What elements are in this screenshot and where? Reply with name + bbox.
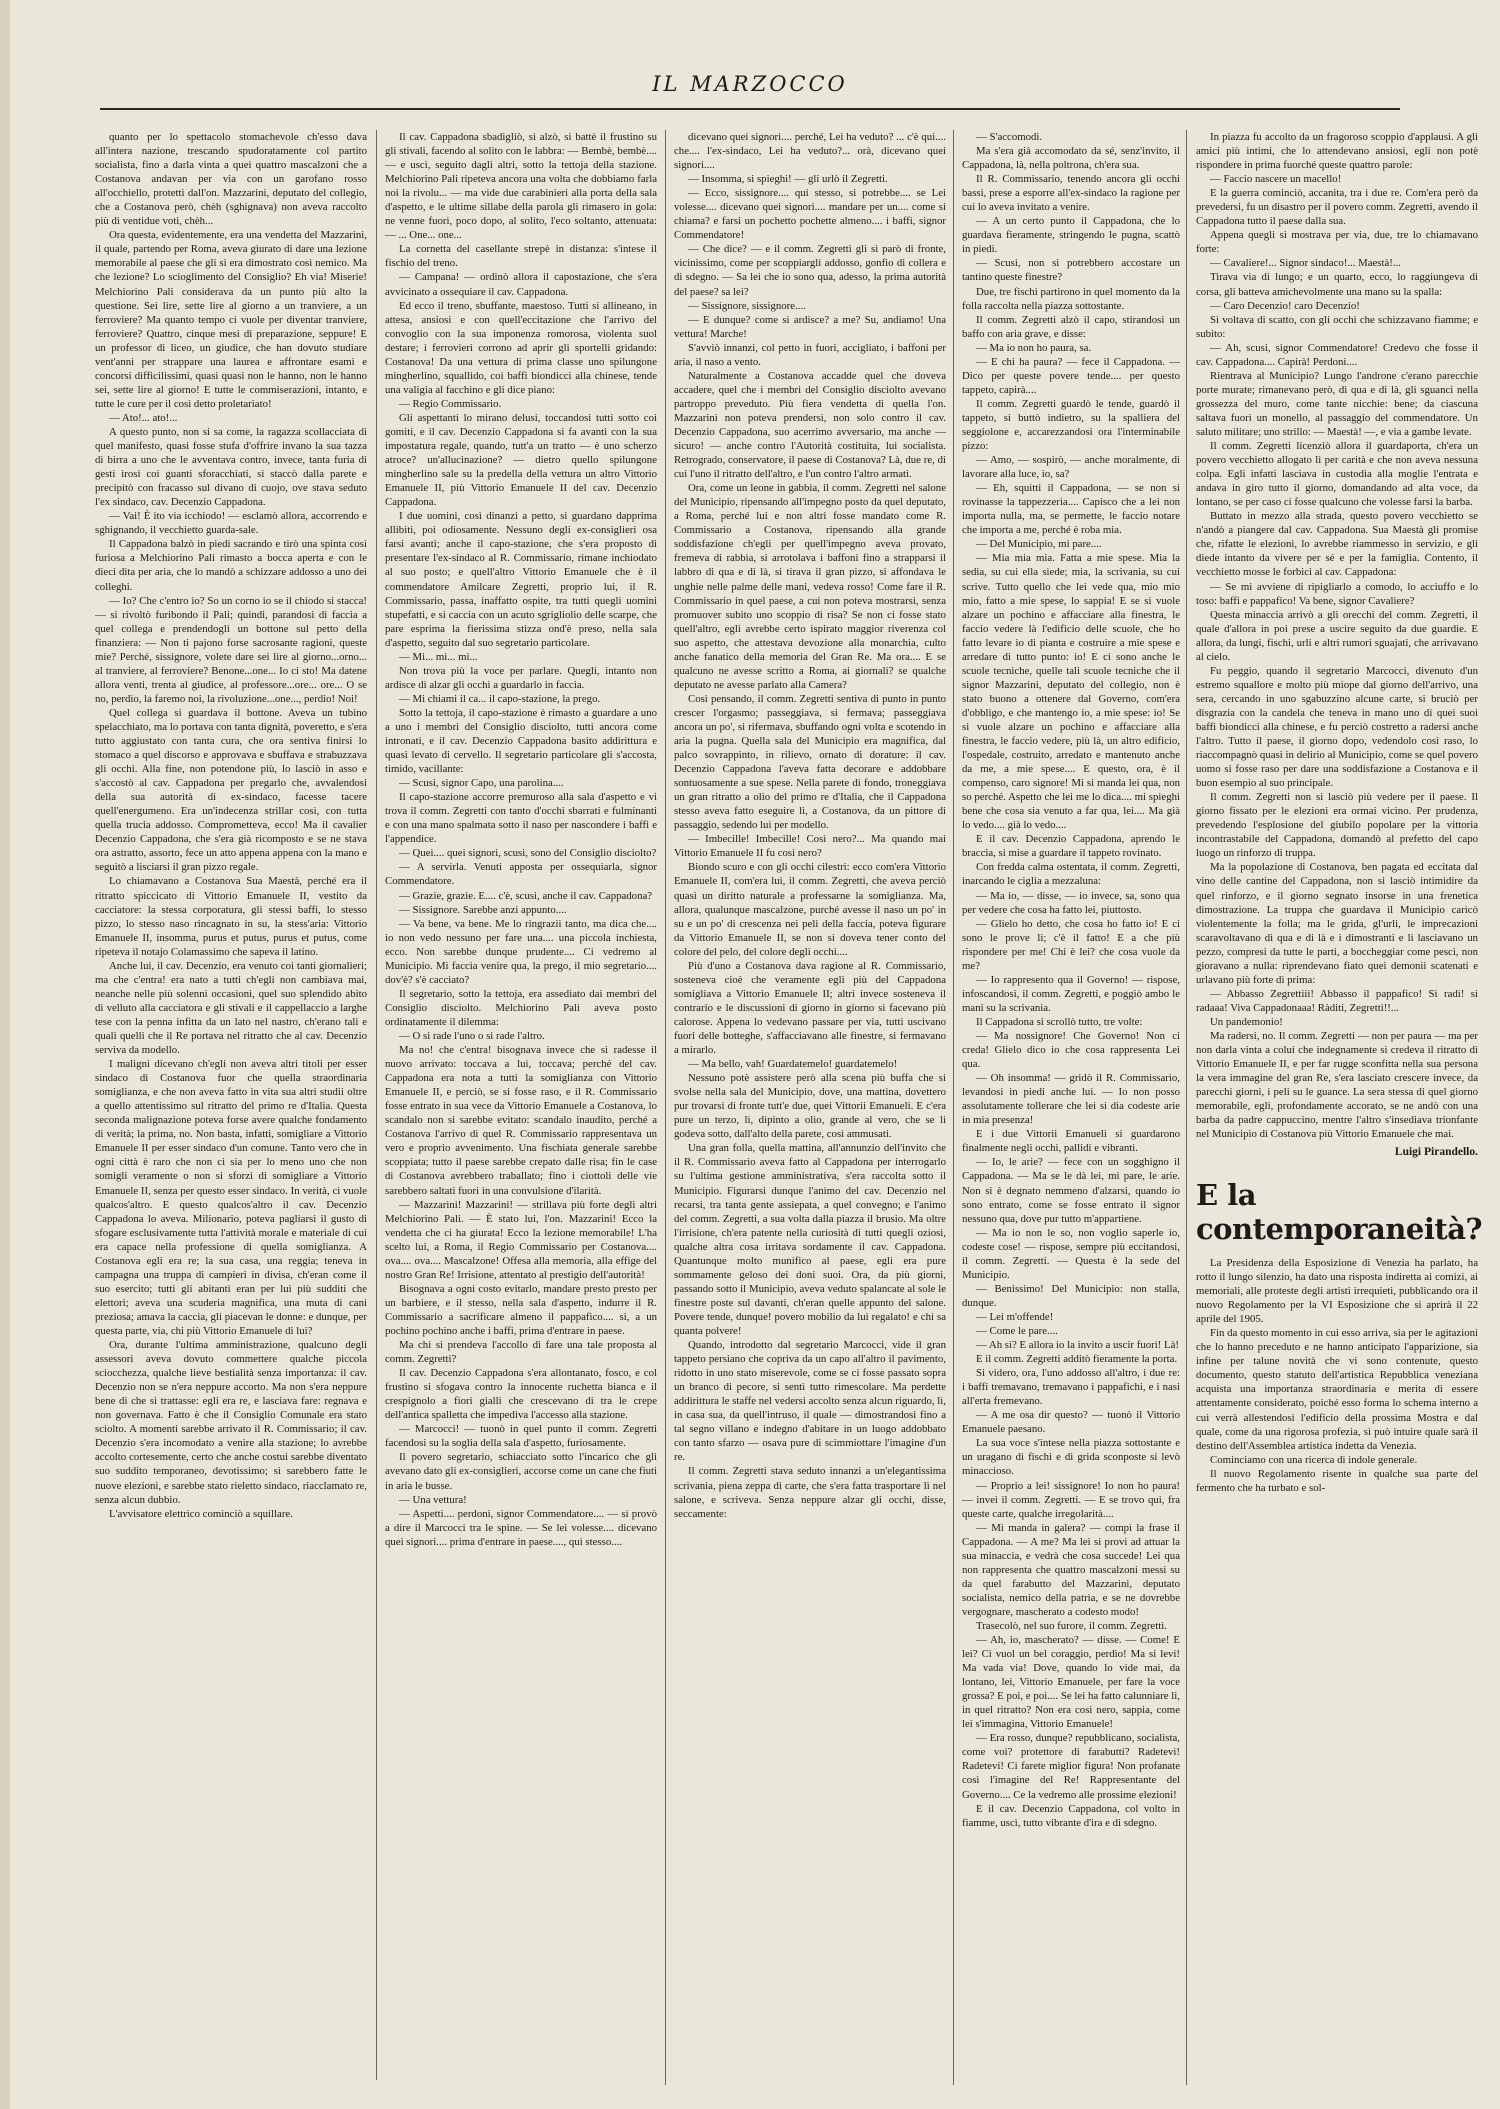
paragraph: — Io, le arie? — fece con un sogghigno il Cappadona. — Ma se le dà lei, mi pare, le arie. Non si è degnato nemmeno d'alzarsi, quando io sono entrato, come se fosse entrato il signor nessuno qua, dove pur tutto m'appartiene. (962, 1156, 1180, 1225)
paragraph: E il cav. Decenzio Cappadona, aprendo le braccia, si mise a guardare il tappeto rovinato. (962, 833, 1180, 860)
paragraph: Fu peggio, quando il segretario Marcocci, divenuto d'un estremo squallore e molto più miope dal giorno dell'arrivo, una sera, cercando in uno sgabuzzino alcune carte, si bruciò per disgrazia con la candela che teneva in mano uno di quei suoi baffi biondicci alla chinese, e fu perciò costretto a radersi anche l'altro. Tutto il paese, il giorno dopo, vedendolo così raso, lo riaccompagnò quasi in delirio al Municipio, come se quel povero uomo si fosse raso per dare una soddisfazione a Costanova e il buon esempio al suo principale. (1196, 664, 1478, 790)
paragraph: — S'accomodi. (976, 131, 1043, 143)
paragraph: Il comm. Zegretti non si lasciò più vedere per il paese. Il giorno fissato per le elezioni era ormai vicino. Per prudenza, prevedendo l'esplosione del giubilo popolare per la vittoria incontrastabile del Cappadona, domandò al prefetto del capo luogo un rinforzo di truppa. (1196, 791, 1478, 860)
paragraph: — Scusi, non si potrebbero accostare un tantino queste finestre? (962, 257, 1180, 284)
paragraph: — A un certo punto il Cappadona, che lo guardava fieramente, stringendo le pugna, scattò in piedi. (962, 215, 1180, 256)
paragraph: Con fredda calma ostentata, il comm. Zegretti, inarcando le ciglia a mezzaluna: (962, 861, 1180, 888)
paragraph: — Se mi avviene di ripigliarlo a comodo, lo acciuffo e lo toso: baffi e pappafico! Va bene, signor Cavaliere? (1196, 580, 1478, 607)
article-column-4 (962, 130, 1180, 1930)
article-contemporaneita (1196, 1178, 1483, 1495)
paragraph: — Grazie, grazie. E.... c'è, scusi, anche il cav. Cappadona? (399, 889, 653, 902)
paragraph: Due, tre fischi partirono in quel momento da la folla raccolta nella piazza sottostante. (962, 285, 1180, 312)
paragraph: Rientrava al Municipio? Lungo l'androne c'erano parecchie porte murate; rimanevano però, di qua e di là, gli sguanci nella grossezza del muro, come tante nicchie: bene; da ciascuna saltava fuori un monello, al passaggio del commendatore. Un saluto militare; uno strillo: — Maestà! —, e via a gambe levate. (1196, 369, 1478, 438)
paragraph: — Campana! — ordinò allora il capostazione, che s'era avvicinato a ossequiare il cav. Cappadona. (385, 271, 657, 298)
paragraph: La Presidenza della Esposizione di Venezia ha parlato, ha rotto il lungo silenzio, ha dato una risposta indiretta ai comizi, ai memoriali, alle proteste degli artisti irrequieti, pubblicando ora il nuovo Regolamento per la VI Esposizione che si aprirà il 22 aprile del 1905. (1196, 1257, 1478, 1326)
paragraph: Quando, introdotto dal segretario Marcocci, vide il gran tappeto persiano che copriva da un capo all'altro il pavimento, ridotto in uno stato miserevole, come se ci fosse passato sopra un branco di pecore, si sentì tutto rimescolare. Ma perdette addirittura le staffe nel vedersi accolto senza alcun riguardo, lì, in casa sua, da quell'intruso, il quale — dimostrandosi fino a tal segno villano e indegno d'abitare in un luogo addobbato con tanto sfarzo — osava pure di scimmiottare l'imagine d'un re. (674, 1339, 946, 1464)
paragraph: Il nuovo Regolamento risente in qualche sua parte del fermento che ha turbato e sol- (1196, 1467, 1478, 1494)
paragraph: — Sissignore. Sarebbe anzi appunto.... (399, 903, 567, 916)
paragraph: E i due Vittorii Emanueli si guardarono finalmente negli occhi, pallidi e vibranti. (962, 1128, 1180, 1155)
column-divider (376, 130, 377, 2080)
paragraph: Si voltava di scatto, con gli occhi che schizzavano fiamme; e subito: (1196, 313, 1478, 340)
article-column-2 (385, 130, 657, 2090)
paragraph: Biondo scuro e con gli occhi cilestri: ecco com'era Vittorio Emanuele II, com'era lui, il comm. Zegretti, che aveva perciò quasi un diritto naturale a professarne la somiglianza. Ma, allora, qualunque mascalzone, purché avesse il naso un po' in su e un po' di crescenza nei peli della faccia, poteva figurare da Vittorio Emanuele II, se non si doveva tener conto del colore del pelo, del colore degli occhi.... (674, 861, 946, 958)
paragraph: — Che dice? — e il comm. Zegretti gli si parò di fronte, vicinissimo, come per scoppiargli addosso, gonfio di collera e di sdegno. — Sa lei che io sono qua, adesso, la prima autorità del paese? sa lei? (674, 243, 946, 298)
paragraph: — A me osa dir questo? — tuonò il Vittorio Emanuele paesano. (962, 1409, 1180, 1436)
paragraph: — Era rosso, dunque? repubblicano, socialista, come voi? protettore di farabutti? Radetevi! Radetevi! Ci farete miglior figura! Non profanate così l'imagine del Re! Rappresentante del Governo.... Ce la vedremo alle prossime elezioni! (962, 1732, 1180, 1801)
paragraph: — Quei.... quei signori, scusi, sono del Consiglio disciolto? (399, 847, 657, 860)
paragraph: E il cav. Decenzio Cappadona, col volto in fiamme, uscì, tutto vibrante d'ira e di sdegno. (962, 1802, 1180, 1829)
paragraph: Ma chi si prendeva l'accollo di fare una tale proposta al comm. Zegretti? (385, 1339, 657, 1366)
paragraph: Naturalmente a Costanova accadde quel che doveva accadere, quel che i membri del Consiglio disciolto avevano partroppo preveduto. Più fiera vendetta di quella l'on. Mazzarini non poteva prendersi, non solo contro il cav. Decenzio Cappadona, suo acerrimo avversario, ma anche — sicuro! — anche contro l'Autorità costituita, lui socialista. Retrogrado, conservatore, il paese di Costanova? Là, due re, di cui l'uno il ritratto dell'altro, e l'un contro l'altro armati. (674, 369, 946, 481)
paragraph: Un pandemonio! (1210, 1015, 1283, 1028)
paragraph: La cornetta del casellante strepè in distanza: s'intese il fischio del treno. (385, 243, 657, 270)
column-divider (665, 130, 666, 2085)
paragraph: Il Cappadona si scrollò tutto, tre volte: (976, 1015, 1143, 1028)
paragraph: Si videro, ora, l'uno addosso all'altro, i due re: i baffi tremavano, tremavano i pappafichi, e i nasi all'erta fremevano. (962, 1367, 1180, 1408)
paragraph: — E dunque? come si ardisce? a me? Su, andiamo! Una vettura! Marche! (674, 313, 946, 340)
paragraph: — O si rade l'uno o si rade l'altro. (399, 1030, 545, 1042)
paragraph: — Io? Che c'entro io? So un corno io se il chiodo si stacca! — si rivoltò furibondo il Pali; quindi, parandosi di faccia a quel collega e prendendogli un bottone sul petto della finanziera: — Non ti pajono forse sacrosante ragioni, queste mie? Perché, sissignore, volete dare sei lire al giorno...orno... al tranviere, al ferroviere? Benone...one... Io ci sto! Ma datene allora venti, trenta al giudice, al professore...ore... ore... O se no, perdìo, la faremo noi, la rivoluzione...one..., perdìo! Noi! (95, 594, 367, 705)
paragraph: Nessuno potè assistere però alla scena più buffa che si svolse nella sala del Municipio, dove, una mattina, dovettero pur trovarsi di fronte tutt'e due, quei Vittorii Emanueli. E c'era pure un terzo, lì, dipinto a olio, grande al vero, che se li godeva sotto, dall'alto della parete, così ammusati. (674, 1072, 946, 1141)
paragraph: — Vai! È ito via icchiodo! — esclamò allora, accorrendo e sghignando, il vecchietto guarda-sale. (95, 510, 367, 537)
paragraph: Il cav. Cappadona sbadigliò, si alzò, si battè il frustino su gli stivali, facendo al solito con le labbra: — Bembè, bembè.... — e uscì, seguito dagli altri, sotto la tettoja della stazione. Melchiorino Pali ripeteva ancora una volta che dobbiamo farla noi la rivolu... — ma vide due carabinieri alla porta della sala d'aspetto, e le ultime sillabe della parola gli rimasero in gola: ne venne fuori, poco dopo, al solito, l'eco soltanto, attenuata: — ... One... one... (385, 131, 657, 242)
paragraph: — Ma io non ho paura, sa. (976, 341, 1092, 354)
paragraph: I due uomini, così dinanzi a petto, si guardano dapprima allibiti, poi odiosamente. Nessuno degli ex-consiglieri osa farsi avanti; anche il capo-stazione, che s'era proposto di presentare l'ex-sindaco al R. Commissario, rimane inchiodato al suo posto; e quell'altro Vittorio Emanuele che è il commendatore Amilcare Zegretti, proprio lui, il R. Commissario, passa, inaffatto ospite, tra tutti quegli uomini stupefatti, e si caccia con un acuto sgrigliolio delle scarpe, che pare esprima la fierissima stizza ond'è preso, nella sala d'aspetto, seguito dal suo segretario particolare. (385, 510, 657, 649)
paragraph: Il povero segretario, schiacciato sotto l'incarico che gli avevano dato gli ex-consiglieri, accorse come un cane che fiuti in aria le busse. (385, 1451, 657, 1492)
paragraph: — Mi chiami il ca... il capo-stazione, la prego. (399, 692, 601, 705)
column-divider (1186, 130, 1187, 2085)
paragraph: Ora, durante l'ultima amministrazione, qualcuno degli assessori aveva dovuto commettere qualche piccola sciocchezza, qualche lieve bestialità senza importanza: il cav. Decenzio non se n'era neppure accorto. Ma non s'era neppure bene di che si trattasse: egli era re, e lasciava fare: regnava e non governava. Fatto è che il Consiglio Comunale era stato sciolto. A momenti sarebbe arrivato il R. Commissario; il cav. Decenzio s'era incomodato a venire alla stazione; lo avrebbe accolto cortesemente, certo che anche costui sarebbe diventato suo suddito temporaneo, devotissimo; sì sarebbero fatte le nuove elezioni, e sarebbe stato rieletto sindaco, riacclamato re, senza alcun dubbio. (95, 1339, 367, 1506)
paragraph: Il comm. Zegretti guardò le tende, guardò il tappeto, si buttò indietro, su la spalliera del seggiolone e, accarezzandosi ora l'interminabile pizzo: (962, 397, 1180, 453)
paragraph: — Oh insomma! — gridò il R. Commissario, levandosi in piedi anche lui. — Io non posso assolutamente tollerare che lei si dia codeste arie in mia presenza! (962, 1072, 1180, 1127)
paragraph: Non trova più la voce per parlare. Quegli, intanto non ardisce di alzar gli occhi a guardarlo in faccia. (385, 664, 657, 691)
paragraph: Appena quegli si mostrava per via, due, tre lo chiamavano forte: (1196, 229, 1478, 256)
paragraph: Ora, come un leone in gabbia, il comm. Zegretti nel salone del Municipio, ripensando all'impegno posto da quel deputato, a Roma, perché lui e non altri fosse mandato come R. Commissario a Costanova, ripensando alla grande soddisfazione ch'egli per quell'impegno aveva provato, fremeva di rabbia, si arrotolava i baffoni fino a strapparsi il labbro di qua e di là, si tirava il gran pizzo, si affondava le unghie nelle palme delle mani, vedeva rosso! Come fare il R. Commissario in quel paese, a cui non poteva mostrarsi, senza promuover subito uno scoppio di risa? Se non ci fosse stato quell'altro, egli avrebbe certo ispirato maggior riverenza col suo aspetto, che attestava devozione alla monarchia, culto anche fanatico della memoria del Gran Re. Ma ora.... E se qualcuno ne avesse scritto a Roma, ai giornali? se qualche deputato ne avesse parlato alla Camera? (674, 482, 946, 691)
paragraph: Ma radersi, no. Il comm. Zegretti — non per paura — ma per non darla vinta a colui che indegnamente si credeva il ritratto di Vittorio Emanuele II, e per far rugge sconfitta nella sua persona la vera immagine del gran Re, s'era lasciato crescere invece, da parecchi giorni, i peli su le guance. La sera stessa di quel giorno memorabile, egli, profondamente accorato, se ne andò con una barba da padre cappuccino, mentre l'altro s'insediava trionfante nel Municipio di Costanova più Vittorio Emanuele che mai. (1196, 1030, 1478, 1141)
paragraph: Il comm. Zegretti alzò il capo, stirandosi un baffo con aria grave, e disse: (962, 313, 1180, 340)
top-rule (100, 108, 1400, 110)
paragraph: Gli aspettanti lo mirano delusi, toccandosi tutti sotto coi gomiti, e il cav. Decenzio Cappadona si fa avanti con la sua impostatura regale, quando, tutt'a un tratto — è uno scherzo atroce? un'allucinazione? — dietro quello spilungone mingherlino sale su la predella della vettura un altro Vittorio Emanuele II, più Vittorio Emanuele II del cav. Decenzio Cappadona. (385, 411, 657, 509)
paragraph: — Cavaliere!... Signor sindaco!... Maestà!... (1210, 257, 1401, 270)
masthead-title: IL MARZOCCO (652, 72, 848, 96)
paragraph: — Insomma, si spieghi! — gli urlò il Zegretti. (688, 173, 888, 186)
paragraph: Trasecolò, nel suo furore, il comm. Zegretti. (976, 1619, 1167, 1632)
paragraph: — Ato!... ato!... (109, 411, 178, 424)
paragraph: — Caro Decenzio! caro Decenzio! (1210, 299, 1360, 312)
paragraph: L'avvisatore elettrico cominciò a squillare. (109, 1507, 293, 1520)
paragraph: — Del Municipio, mi pare.... (976, 538, 1102, 551)
paragraph: — Eh, squitti il Cappadona, — se non si rovinasse la tappezzeria.... Capisco che a lei non importa nulla, ma, se permette, le faccio notare che importa a me, perché è roba mia. (962, 482, 1180, 537)
paragraph: — E chi ha paura? — fece il Cappadona. — Dico per queste povere tende.... per questo tappeto, capirà.... (962, 355, 1180, 396)
paragraph: Fin da questo momento in cui esso arriva, sia per le agitazioni che lo hanno preceduto e ne hanno anticipato l'apparizione, sia infine per talune novità che vi sono contenute, questo documento, questo statuto dell'artistica Repubblica veneziana acquista una importanza straordinaria e merita di essere attentamente considerato, poiché esso forma lo schema interno a cui verrà allestendosi l'edificio della prossima Mostra e dal quale, come da una rigorosa profezia, si può intuire quale sarà il destino dell'Assemblea artistica indetta da Venezia. (1196, 1327, 1478, 1452)
paragraph: Bisognava a ogni costo evitarlo, mandare presto presto per un barbiere, e il stesso, nella sala d'aspetto, indurre il R. Commissario a sacrificare almeno il pappafico.... sì, a un pochino pochino anche i baffi, prima d'entrare in paese. (385, 1282, 657, 1337)
paragraph: — Una vettura! (399, 1493, 467, 1506)
paragraph: — Sissignore, sissignore.... (688, 299, 806, 312)
paragraph: — Scusi, signor Capo, una parolina.... (399, 777, 564, 790)
paragraph: Quel collega si guardava il bottone. Aveva un tubino spelacchiato, ma lo portava con tanta dignità, poveretto, e s'era tutto aggiustato con tanta cura, che ora sentiva finirsi lo stomaco a quel discorso e approvava e sbuffava e strabuzzava gli occhi. Alla fine, non potendone più, lo lasciò in asso e s'accostò al cav. Cappadona per pregarlo che, avvalendosi della sua autorità di ex-sindaco, facesse tacere quell'energumeno. Era un'indecenza strillar così, con tutta quella trucia addosso. Comprometteva, ecco! Ma il cavalier Decenzio Cappadona, che s'era già ricomposto e se ne stava ora astratto, assorto, fece un atto appena appena con la mano e seguitò a lisciarsi il gran pizzo regale. (95, 706, 367, 874)
article-column-5 (1196, 130, 1478, 1159)
paragraph: In piazza fu accolto da un fragoroso scoppio d'applausi. A gli amici più intimi, che lo attendevano ansiosi, egli non potè rispondere in prima fuorché queste quattro parole: (1196, 131, 1478, 172)
article-body (1196, 1256, 1478, 1495)
paragraph: dicevano quei signori.... perché, Lei ha veduto? ... c'è qui.... che.... l'ex-sindaco, Lei ha veduto?... orà, dicevano quei signori.... (674, 131, 946, 172)
paragraph: — Glielo ho detto, che cosa ho fatto io! E ci sono le prove lì; c'è il fatto! E a che più rispondere per me! Chi è lei? che cosa vuole da me? (962, 917, 1180, 972)
page-edge (0, 0, 10, 2109)
paragraph: Sotto la tettoja, il capo-stazione è rimasto a guardare a uno a uno i membri del Consiglio disciolto, tutti ancora come intronati, e il cav. Decenzio Cappadona basito addirittura e quasi levato di cervello. Il segretario particolare gli s'accosta, timido, vacillante: (385, 706, 657, 776)
paragraph: Lo chiamavano a Costanova Sua Maestà, perché era il ritratto spiccicato di Vittorio Emanuele II, vestito da cacciatore: la stessa corporatura, gli stessi baffi, lo stesso pizzo, lo stesso naso rincagnato in su, la stess'aria: Vittorio Emanuele II, insomma, purus et putus, purus et putus, come ripeteva il notajo Colamassimo che sapeva il latino. (95, 875, 367, 958)
paragraph: — Ecco, sissignore.... qui stesso, si potrebbe.... se Lei volesse.... dicevano quei signori.... mandare per un.... come si chiama? e farsi un pochetto pochette almeno.... i baffi, signor Commendatore! (674, 187, 946, 242)
paragraph: Tirava via di lungo; e un quarto, ecco, lo raggiungeva di corsa, gli batteva amichevolmente una mano su la spalla: (1196, 271, 1478, 298)
paragraph: Il segretario, sotto la tettoja, era assediato dai membri del Consiglio disciolto. Melchiorino Pali aveva posto ordinatamente il dilemma: (385, 987, 657, 1028)
paragraph: Ora questa, evidentemente, era una vendetta del Mazzarini, il quale, partendo per Roma, aveva giurato di dare una lezione memorabile al paese che gli si era dimostrato così nemico. Ma che lezione? Lo scioglimento del Consiglio? Eh via! Miserie! Melchiorino Pali considerava da un punto più alto la questione. Sei lire, sette lire al giorno a un tranviere, a un ferroviere? Ma quanto tempo ci vuole per diventar tranviere, ferroviere? Quattro, cinque mesi di preparazione, seppure! E un professor di liceo, un giudice, che han dovuto studiare vent'anni per strappare una laurea e affrontare esami e concorsi difficilissimi, quasi quasi non le hanno, non le hanno sei, sette lire al giorno! E tutte le commiserazioni, intanto, e tutte le cure per il così detto proletariato! (95, 229, 367, 410)
paragraph: Cominciamo con una ricerca di indole generale. (1210, 1453, 1418, 1466)
paragraph: — Ma bello, vah! Guardatemelo! guardatemelo! (688, 1058, 898, 1071)
paragraph: Il Cappadona balzò in piedi sacrando e tirò una spinta così furiosa a Melchiorino Pali rimasto a bocca aperta e con le dieci dita per aria, che lo mandò a schizzare addosso a uno dei colleghi. (95, 538, 367, 593)
paragraph: — Come le pare.... (976, 1324, 1058, 1337)
paragraph: — Amo, — sospirò, — anche moralmente, di lavorare alla luce, io, sa? (962, 454, 1180, 481)
paragraph: quanto per lo spettacolo stomachevole ch'esso dava all'intera nazione, trescando spudoratamente col partito socialista, fino a darla vinta a quei quattro mascalzoni che a Costanova andavan per via con un garofano rosso all'occhiello, protetti dall'on. Mazzarini, deputato del collegio, che a Costanova però, chèh (sghignava) non aveva raccolto più di ventidue voti, chèh... (95, 131, 367, 228)
paragraph: S'avviò innanzi, col petto in fuori, accigliato, i baffoni per aria, il naso a vento. (674, 341, 946, 368)
paragraph: — Proprio a lei! sissignore! Io non ho paura! — inveì il comm. Zegretti. — E se trovo qui, fra queste carte, qualche irregolarità.... (962, 1479, 1180, 1520)
paragraph: Anche lui, il cav. Decenzio, era venuto coi tanti giornalieri; ma che c'entra! era nato a tutti ch'egli non cambiava mai, neanche nelle più solenni occasioni, quel suo splendido abito di velluto alla cacciatora e gli stivali e il cappellaccio a larghe tese con la penna infitta da un lato nel nastro, ch'erano tali e quali quelli che il Re portava nel ritratto che al cav. Decenzio serviva da modello. (95, 959, 367, 1057)
paragraph: Il capo-stazione accorre premuroso alla sala d'aspetto e vi trova il comm. Zegretti con tanto d'occhi sbarrati e fulminanti e con una mano spalmata sotto il naso per nascondere i baffi e l'appendice. (385, 791, 657, 846)
paragraph: Questa minaccia arrivò a gli orecchi del comm. Zegretti, il quale d'allora in poi prese a uscire seguito da due guardie. E allora, da lungi, fischi, urli e altri rumori sguajati, che arrivavano al cielo. (1196, 608, 1478, 663)
paragraph: — Va bene, va bene. Me lo ringrazii tanto, ma dica che.... io non vedo nessuno per fare una.... una piccola inchiesta, ecco. Non sarebbe dunque prudente.... Ci vedremo al Municipio. Mi faccia venire qua, la prego, il mio segretario.... dov'è? s'è cacciato? (385, 917, 657, 986)
article-title: E la contemporaneità? (1196, 1178, 1483, 1246)
paragraph: — Mi manda in galera? — compì la frase il Cappadona. — A me? Ma lei si provi ad attuar la sua minaccia, e vedrà che cosa succede! Lei qua non rappresenta che quattro mascalzoni messi su da quel farabutto del Mazzarini, deputato socialista, nemico della patria, e se ne dovrebbe vergognare, mascherato a codesto modo! (962, 1521, 1180, 1618)
paragraph: — Mazzarini! Mazzarini! — strillava più forte degli altri Melchiorino Pali. — È stato lui, l'on. Mazzarini! Ecco la vendetta che ci ha giurata! Ecco la lezione memorabile! L'ha scelto lui, a Roma, il Regio Commissario per Costanova.... ova.... ova.... Mascalzone! Offesa alla memoria, alla effige del nostro Gran Re! Irrisione, attentato al prestigio dell'autorità! (385, 1198, 657, 1281)
paragraph: — Regio Commissario. (399, 397, 502, 410)
paragraph: — Faccio nascere un macello! (1210, 173, 1342, 186)
paragraph: La sua voce s'intese nella piazza sottostante e un uragano di fischi e di grida sconposte si levò minaccioso. (962, 1437, 1180, 1478)
paragraph: Il comm. Zegretti stava seduto innanzi a un'elegantissima scrivania, piena zeppa di carte, che s'era fatta trasportare lì nel salone, e scriveva. Senza neppure alzar gli occhi, disse, seccamente: (674, 1465, 946, 1520)
paragraph: Buttato in mezzo alla strada, questo povero vecchietto se n'andò a piangere dal cav. Cappadona. Sua Maestà gli promise che, rifatte le elezioni, lo avrebbe riammesso in servizio, e gli diede intanto da vivere per sé e per la famiglia. Contento, il vecchietto mosse le forbici al cav. Cappadona: (1196, 510, 1478, 579)
paragraph: — Lei m'offende! (976, 1310, 1054, 1323)
paragraph: — Ah sì? E allora io la invito a uscir fuori! Là! (976, 1339, 1179, 1352)
paragraph: I maligni dicevano ch'egli non aveva altri titoli per esser sindaco di Costanova fuor che quella straordinaria somiglianza, e che non aveva fatto in vita sua altri studii oltre a quello attentissimo sul ritratto del primo re d'Italia. Questa seconda malignazione poteva forse avere qualche fondamento di verità; la prima, no. Non basta, infatti, somigliare a Vittorio Emanuele II per esser sindaco d'un comune. Tanto vero che in ogni città è raro che non ci sia per lo meno uno che non somigli veramente o non si sforzi di somigliare a Vittorio Emanuele II, senza per questo esser sindaco. In verità, ci vuole qualcos'altro. E questo qualcos'altro il cav. Decenzio Cappadona lo aveva. Milionario, poteva pagliarsi il gusto di sfogare esclusivamente tutta l'attività morale e materiale di cui era capace nella professione di quella somiglianza. A Costanova egli era re; la sua casa, una reggia; teneva in campagna una truppa di campieri in divisa, ch'eran come il suo esercito; tutti gli abitanti eran per lui più sudditi che elettori; aveva una scuderia magnifica, una muta di cani preziosa; amava la caccia, gli piacevan le donne: e dunque, per questa parte, via, chi più Vittorio Emanuele di lui? (95, 1058, 367, 1337)
paragraph: — Mia mia mia. Fatta a mie spese. Mia la sedia, su cui ella siede; mia, la scrivania, su cui scrive. Tutto quello che lei vede qua, mio mio mio, fatto a mie spese, lo sappia! E se si vuole alzare un pochino e affacciare alla finestra, le faccio vedere là l'edificio delle scuole, che ho fatto levare io di pianta e costruire a mie spese e arredare di tutto punto: io! E ci sono anche le scuole tecniche, quelle tali scuole tecniche che il signor Mazzarini, deputato del collegio, non è stato buono a ottenere dal Governo, com'era d'obbligo, e che mantengo io, a mie spese: io! Se si vuole alzare un pochino e affacciare alla finestra, le faccio vedere, più là, un altro edificio, l'ospedale, costruito, arredato e mantenuto anche da me, a mie spese.... E questo, ora, è il compenso, caro signore! Mi si manda lei qua, non so perché. Aspetto che lei me lo dica.... mi spieghi bene che cosa sia venuto a far qua, lei.... Ma già lo vedo.... già lo vedo.... (962, 552, 1180, 832)
article-column-1 (95, 130, 367, 2070)
paragraph: Più d'uno a Costanova dava ragione al R. Commissario, sosteneva cioè che veramente egli più del Cappadona somigliava a Vittorio Emanuele II; altri invece sosteneva il contrario e le discussioni di giorno in giorno si facevano più calorose. Appena lo vedevano passare per via, tutti uscivano fuori delle botteghe, s'affacciavano alle finestre, si fermavano a mirarlo. (674, 959, 946, 1057)
paragraph: Il comm. Zegretti licenziò allora il guardaporta, ch'era un povero vecchietto allogato lì per carità e che non aveva nessuna colpa. Egli infatti lasciava in custodia alla moglie l'entrata e andava in giro tutto il giorno, domandando ad alta voce, da lontano, se per caso ci fosse qualcuno che volesse farsi la barba. (1196, 440, 1478, 509)
paragraph: — A servirla. Venuti apposta per ossequiarla, signor Commendatore. (385, 861, 657, 888)
paragraph: — Ah, io, mascherato? — disse. — Come! E lei? Ci vuol un bel coraggio, perdìo! Ma si levi! Ma vada via! Dove, quando lo vide mai, da lontano, lei, Vittorio Emanuele, per fare la voce grossa? E poi, e poi.... Se lei ha fatto calunniare lì, in quel ritratto? Non era così nero, sappia, come lei s'immagina, Vittorio Emanuele! (962, 1634, 1180, 1731)
paragraph: — Ah, scusi, signor Commendatore! Credevo che fosse il cav. Cappadona.... Capirà! Perdoni.... (1196, 341, 1478, 368)
paragraph: — Ma io non le so, non voglio saperle io, codeste cose! — rispose, sempre più eccitandosi, il comm. Zegretti. — Questa è la sede del Municipio. (962, 1226, 1180, 1281)
paragraph: Il R. Commissario, tenendo ancora gli occhi bassi, prese a esporre all'ex-sindaco la ragione per cui lo aveva invitato a venire. (962, 173, 1180, 214)
paragraph: E il comm. Zegretti additò fieramente la porta. (976, 1353, 1178, 1366)
paragraph: — Mi... mi... mi... (399, 650, 478, 663)
paragraph: Ma s'era già accomodato da sé, senz'invito, il Cappadona, là, nella poltrona, ch'era sua. (962, 145, 1180, 172)
paragraph: Una gran folla, quella mattina, all'annunzio dell'invito che il R. Commissario aveva fatto al Cappadona per interrogarlo su l'ultima gestione amministrativa, s'era raccolta sotto il Municipio. Figurarsi dunque l'animo del cav. Decenzio nel recarsi, tra tanta gente assiepata, a quel convegno; e l'animo del comm. Zegretti, a sua volta dalla piazza il brusio. Ma oltre l'irrisione, ch'era patente nella curiosità di tutti quegli oziosi, qualche altra cosa irritava sordamente il cav. Cappadona. Quantunque molto munifico al paese, egli era pure sommamente geloso dei doni suoi. Ora, da più giorni, passando sotto il Municipio, aveva veduto spalancate al sole le finestre poste sul davanti, ch'eran quelle appunto del salone. Povere tende, dunque! povero mobilio da lui regalato! e chi sa quanta polvere! (674, 1142, 946, 1337)
author-signature: Luigi Pirandello. (1394, 1146, 1478, 1159)
paragraph: — Aspetti.... perdoni, signor Commendatore.... — si provò a dire il Marcocci tra le spine. — Se lei volesse.... dicevano quei signori.... prima d'entrare in paese...., qui stesso.... (385, 1507, 657, 1548)
paragraph: — Ma io, — disse, — io invece, sa, sono qua per vedere che cosa ha fatto lei, piuttosto. (962, 889, 1180, 916)
paragraph: — Abbasso Zegrettiii! Abbasso il pappafico! Si radi! si radaaa! Viva Cappadonaaa! Ràditi, Zegretti!!... (1196, 987, 1478, 1014)
paragraph: E la guerra cominciò, accanita, tra i due re. Com'era però da prevedersi, fu un disastro per il povero comm. Zegretti, avendo il Cappadona tutto il paese dalla sua. (1196, 187, 1478, 228)
paragraph: — Ma nossignore! Che Governo! Non ci creda! Glielo dico io che cosa rappresenta Lei qua. (962, 1030, 1180, 1071)
paragraph: — Imbecille! Imbecille! Così nero?... Ma quando mai Vittorio Emanuele II fu così nero? (674, 833, 946, 860)
article-column-3 (674, 130, 946, 2090)
paragraph: Ma la popolazione di Costanova, ben pagata ed eccitata dal vino delle cantine del Cappadona, non si lasciò intimidire da quel rinforzo, e il giorno segnato insorse in una frenetica dimostrazione. La truppa che guardava il Municipio caricò violentemente la folla; ma le grida, gl'urli, le imprecazioni scaravoltavano di qua e di là e i dimostranti e li lasciavano un pezzo, compresi da tutte le parti, a boccheggiar come pesci, non gioravano a nulla: riprendevano fiato quei demonii scatenati e urlavano più forte di prima: (1196, 861, 1478, 986)
paragraph: Ed ecco il treno, sbuffante, maestoso. Tutti si allineano, in attesa, ansiosi e con quell'eccitazione che l'arrivo del convoglio con la sua imponenza romorosa, violenta suol destare; i ferrovieri corrono ad aprir gli sportelli gridando: Costanova! Da una vettura di prima classe uno spilungone mingherlino, squallido, coi baffi biondicci alla chinese, tende una valigia al facchino e gli dice piano: (385, 299, 657, 396)
paragraph: Così pensando, il comm. Zegretti sentiva di punto in punto crescer l'orgasmo; passeggiava, si fermava; passeggiava ancora un po', si rifermava, sbuffando ogni volta e scotendo in aria la pugna. Quella sala del Municipio era magnifica, dal palco sovrappinto, in rilievo, ornato di dorature: il cav. Decenzio Cappadona l'aveva fatta decorare e addobbare sontuosamente a sue spese. Nella parete di fondo, troneggiava un gran ritratto a olio del primo re d'Italia, che il Cappadona stesso aveva fatto eseguire lì, a Costanova, da un pittore di passaggio, sedendo lui per modello. (674, 692, 946, 832)
paragraph: — Marcocci! — tuonò in quel punto il comm. Zegretti facendosi su la soglia della sala d'aspetto, furiosamente. (385, 1423, 657, 1450)
paragraph: A questo punto, non si sa come, la ragazza scollacciata di quel manifesto, quasi fosse stufa d'offrire invano la sua tazza di birra a uno che le avventava contro, invece, tanta furia di gesti irosi coi guanti sforacchiati, si staccò dalla parete e precipitò con fracasso sul divano di cuojo, ove stava seduto l'ex sindaco, cav. Decenzio Cappadona. (95, 425, 367, 509)
paragraph: Il cav. Decenzio Cappadona s'era allontanato, fosco, e col frustino si sfogava contro la innocente ruchetta bianca e il crespignolo a fiori gialli che crescevano di tra le crepe dell'antica spalletta che impediva l'accesso alla stazione. (385, 1367, 657, 1422)
paragraph: — Io rappresento qua il Governo! — rispose, infoscandosi, il comm. Zegretti, e poggiò ambo le mani su la scrivania. (962, 973, 1180, 1014)
paragraph: — Benissimo! Del Municipio: non stalla, dunque. (962, 1282, 1180, 1309)
column-divider (953, 130, 954, 2085)
paragraph: Ma no! che c'entra! bisognava invece che si radesse il nuovo arrivato: toccava a lui, toccava; perché del cav. Cappadona era nota a tutti la somiglianza con Vittorio Emanuele II, e perciò, se si fosse raso, e il R. Commissario fosse entrato in sua vece da Vittorio Emanuele a Costanova, lo scandalo non si sarebbe evitato: scandalo inaudito, perché a Costanova l'arrivo di quel R. Commissario rappresentava un vero e proprio avvenimento. Una fischiata generale sarebbe scoppiata; tutto il paese sarebbe crepato dalle risa; fin le case di Costanova avrebbero traballato; fino i ciottoli delle vie sarebbero saltati fuori in una convulsione d'ilarità. (385, 1044, 657, 1197)
